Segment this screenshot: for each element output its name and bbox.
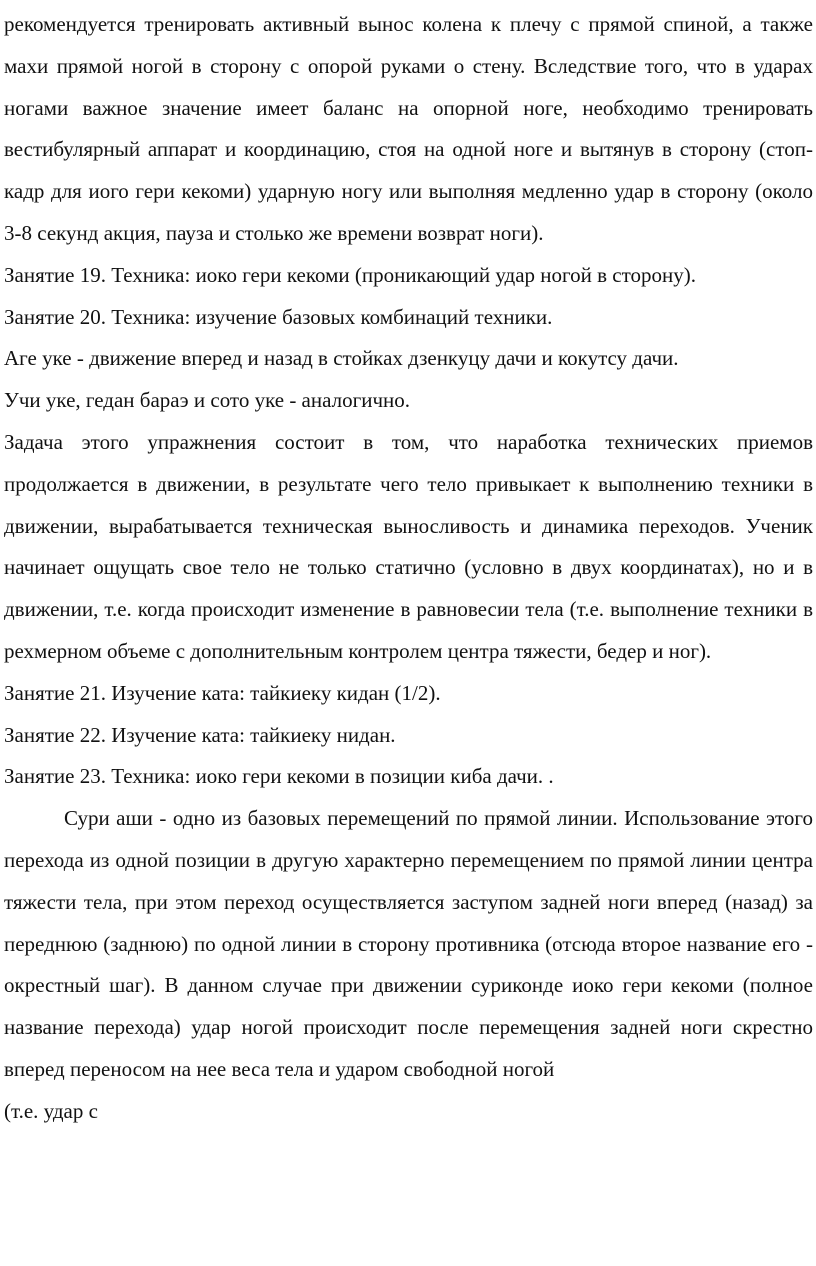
age-uke-line: Аге уке - движение вперед и назад в стойках дзенкуцу дачи и кокутсу дачи. — [4, 346, 679, 371]
lesson-22-line: Занятие 22. Изучение ката: тайкиеку нидан. — [4, 722, 396, 747]
paragraph-knee-and-balance-training: рекомендуется тренировать активный вынос колена к плечу с прямой спиной, а также махи прямой ногой в сторону с опорой руками о стену. Вследствие того, что в ударах ногами важное значение имеет баланс на опорной ноге, необходимо тренировать вестибулярный аппарат и координацию, стоя на одной ноге и вытянув в сторону (стоп-кадр для иого гери кекоми) ударную ногу или выполняя медленно удар в сторону (около 3-8 секунд акция, пауза и столько же времени возврат ноги). — [4, 12, 813, 245]
uchi-uke-line: Учи уке, гедан бараэ и сото уке - аналогично. — [4, 388, 411, 413]
paragraph-suri-ashi-last-line: (т.е. удар с — [4, 1098, 98, 1123]
lesson-21-line: Занятие 21. Изучение ката: тайкиеку кидан (1/2). — [4, 680, 441, 705]
paragraph-suri-ashi: Сури аши - одно из базовых перемещений по прямой линии. Использование этого перехода из одной позиции в другую характерно перемещением по прямой линии центра тяжести тела, при этом переход осуществляется заступом задней ноги вперед (назад) за переднюю (заднюю) по одной линии в сторону противника (отсюда второе название его - окрестный шаг). В данном случае при движении суриконде иоко гери кекоми (полное название перехода) удар ногой происходит после перемещения задней ноги скрестно вперед переносом на нее веса тела и ударом свободной ногой — [4, 806, 813, 1081]
paragraph-exercise-purpose: Задача этого упражнения состоит в том, что наработка технических приемов продолжается в движении, в результате чего тело привыкает к выполнению техники в движении, вырабатывается техническая выносливость и динамика переходов. Ученик начинает ощущать свое тело не только статично (условно в двух координатах), но и в движении, т.е. когда происходит изменение в равновесии тела (т.е. выполнение техники в рехмерном объеме с дополнительным контролем центра тяжести, бедер и ног). — [4, 429, 813, 663]
lesson-20-line: Занятие 20. Техника: изучение базовых комбинаций техники. — [4, 304, 553, 329]
lesson-23-line: Занятие 23. Техника: иоко гери кекоми в позиции киба дачи. . — [4, 764, 554, 789]
lesson-19-line: Занятие 19. Техника: иоко гери кекоми (проникающий удар ногой в сторону). — [4, 262, 696, 287]
